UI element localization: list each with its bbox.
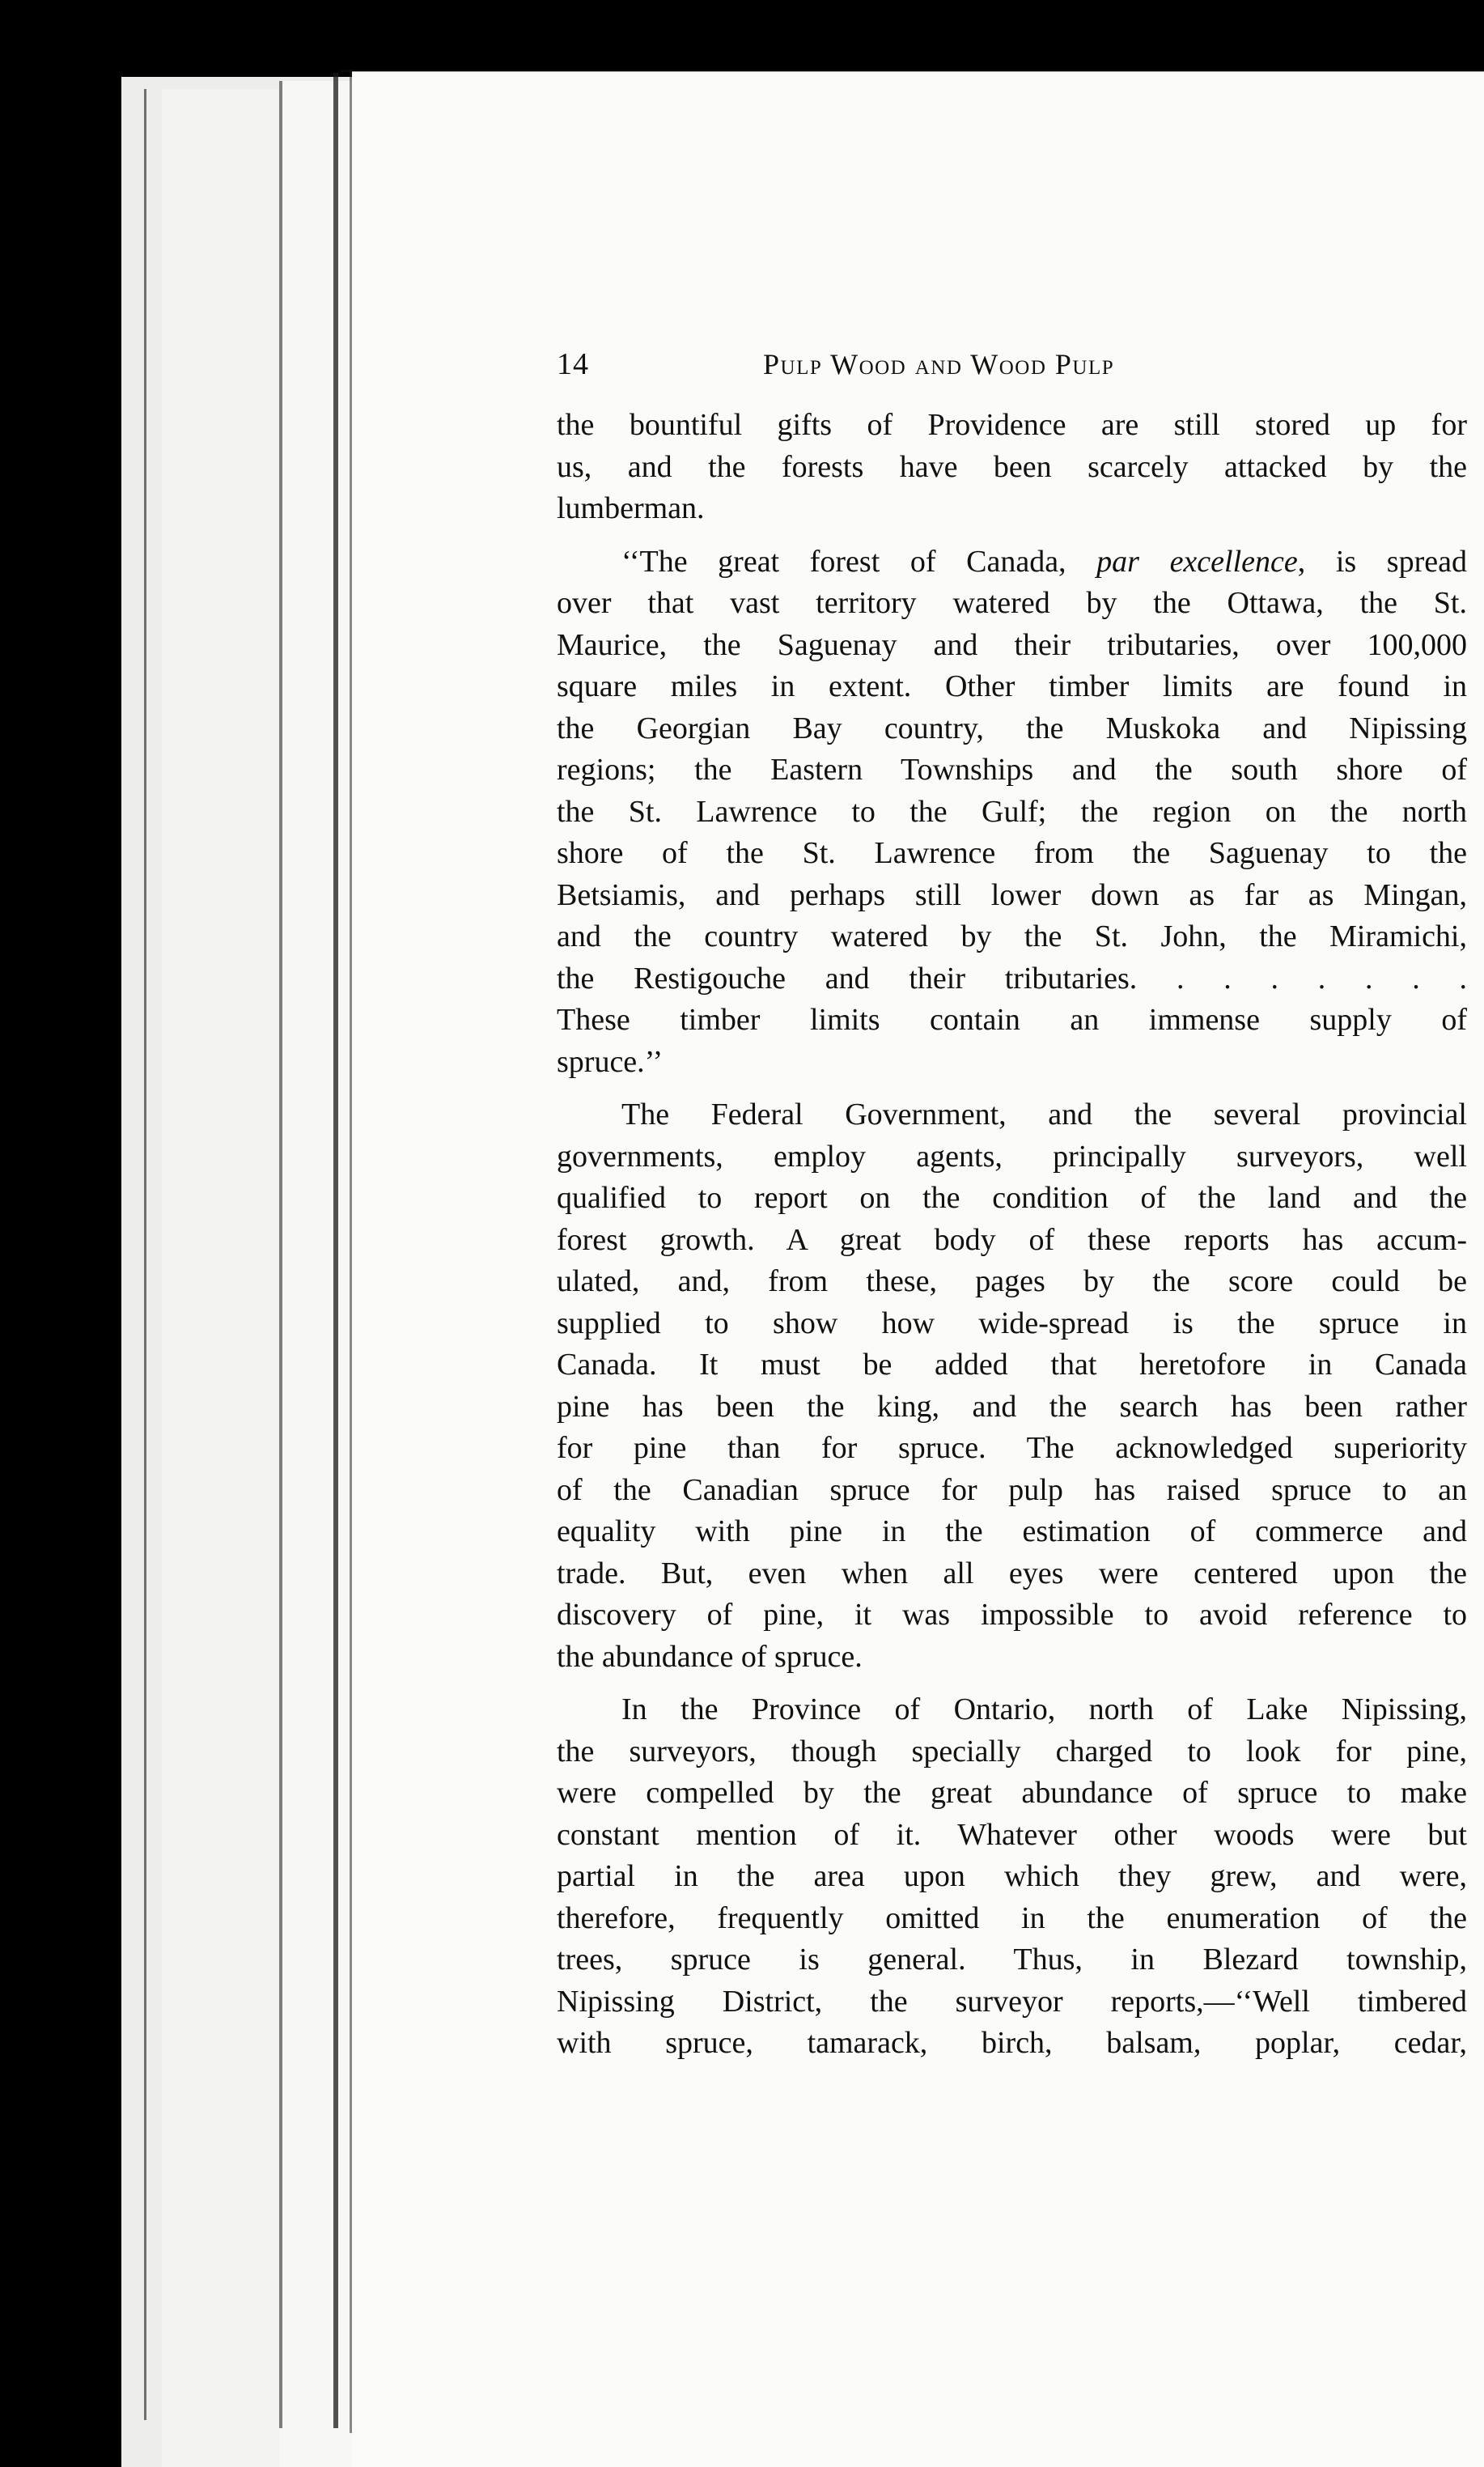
text-line: In the Province of Ontario, north of Lake Nipissing, — [621, 1692, 1467, 1726]
page-text-block — [557, 340, 1467, 2076]
text-line: the bountiful gifts of Providence are still stored up for — [557, 408, 1467, 442]
text-line: the Restigouche and their tributaries. . . . . . . . — [557, 961, 1467, 996]
text-line: shore of the St. Lawrence from the Saguenay to the — [557, 836, 1467, 870]
text-line: regions; the Eastern Townships and the south shore of — [557, 753, 1467, 787]
text-line: the Georgian Bay country, the Muskoka and Nipissing — [557, 711, 1467, 745]
text-line: trees, spruce is general. Thus, in Blezard township, — [557, 1943, 1467, 1977]
text-line: discovery of pine, it was impossible to avoid reference to — [557, 1598, 1467, 1632]
paragraph-continuation — [557, 405, 1467, 530]
text-line: therefore, frequently omitted in the enumeration of the — [557, 1900, 1467, 1935]
text-line: The Federal Government, and the several provincial — [621, 1098, 1467, 1132]
text-line: and the country watered by the St. John, the Miramichi, — [557, 919, 1467, 953]
page-header — [557, 340, 1467, 405]
page-number: 14 — [557, 347, 589, 381]
text-line: were compelled by the great abundance of spruce to make — [557, 1776, 1467, 1810]
text-line: ulated, and, from these, pages by the score could be — [557, 1264, 1467, 1298]
text-line: Nipissing District, the surveyor reports,—‘‘Well timbered — [557, 1984, 1467, 2019]
paragraph-federal — [557, 1094, 1467, 1678]
paragraph-quote — [557, 541, 1467, 1084]
text-line: constant mention of it. Whatever other woods were but — [557, 1817, 1467, 1852]
text-line: square miles in extent. Other timber limits are found in — [557, 669, 1467, 703]
text-line: lumberman. — [557, 491, 705, 525]
running-head: Pulp Wood and Wood Pulp — [763, 348, 1115, 380]
text-line: us, and the forests have been scarcely attacked by the — [557, 449, 1467, 484]
text-line: the St. Lawrence to the Gulf; the region on the north — [557, 794, 1467, 829]
text-line: Canada. It must be added that heretofore in Canada — [557, 1348, 1467, 1382]
text-line: with spruce, tamarack, birch, balsam, poplar, cedar, — [557, 2026, 1467, 2060]
text-line: governments, employ agents, principally surveyors, well — [557, 1139, 1467, 1174]
page-fold-line — [144, 89, 146, 2420]
text-line: qualified to report on the condition of the land and the — [557, 1181, 1467, 1215]
text-line: supplied to show how wide-spread is the spruce in — [557, 1306, 1467, 1340]
text-line: These timber limits contain an immense supply of — [557, 1003, 1467, 1037]
text-line: partial in the area upon which they grew, and were, — [557, 1859, 1467, 1893]
text-line: of the Canadian spruce for pulp has raised spruce to an — [557, 1472, 1467, 1507]
page-top-edge — [340, 70, 1484, 72]
text-line: the surveyors, though specially charged to look for pine, — [557, 1734, 1467, 1769]
page-fold-line — [333, 73, 338, 2428]
text-line: pine has been the king, and the search has been rather — [557, 1389, 1467, 1424]
text-line: ‘‘The great forest of Canada, par excellence, is spread — [621, 544, 1467, 579]
text-line: over that vast territory watered by the Ottawa, the St. — [557, 586, 1467, 620]
text-line: Betsiamis, and perhaps still lower down as far as Mingan, — [557, 877, 1467, 912]
page-fold-line — [350, 70, 352, 2433]
page-fold-line — [279, 81, 282, 2428]
text-line: equality with pine in the estimation of commerce and — [557, 1514, 1467, 1548]
text-line: forest growth. A great body of these reports has accum- — [557, 1222, 1467, 1257]
text-line: trade. But, even when all eyes were centered upon the — [557, 1556, 1467, 1590]
paragraph-ontario — [557, 1689, 1467, 2065]
text-line: Maurice, the Saguenay and their tributaries, over 100,000 — [557, 627, 1467, 662]
text-line: spruce.’’ — [557, 1044, 664, 1079]
text-line: the abundance of spruce. — [557, 1639, 863, 1674]
text-line: for pine than for spruce. The acknowledged superiority — [557, 1431, 1467, 1465]
